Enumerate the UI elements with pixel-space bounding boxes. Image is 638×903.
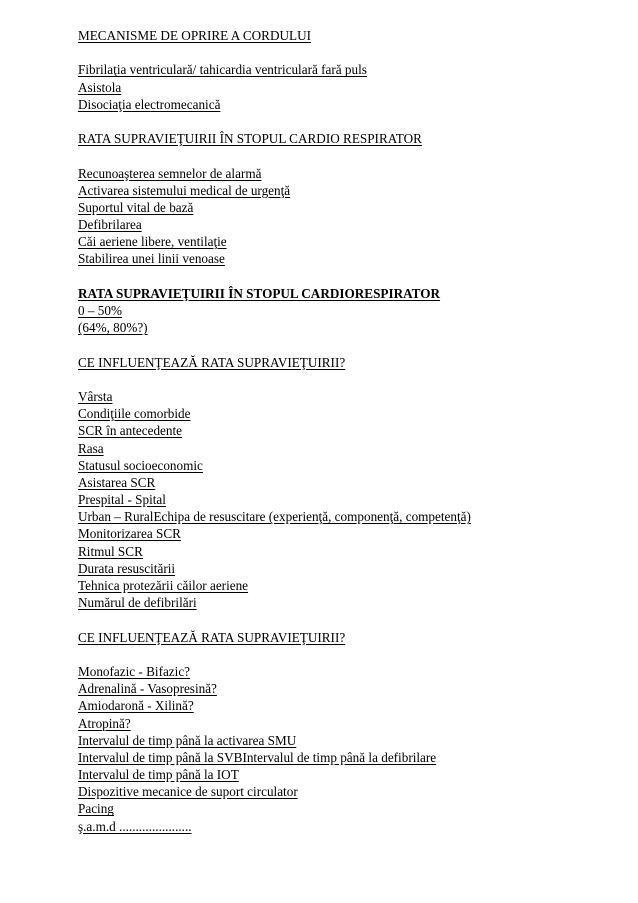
- list-item: Monitorizarea SCR: [78, 526, 181, 542]
- list-item: Atropină?: [78, 715, 131, 731]
- list-item: Recunoaşterea semnelor de alarmă: [78, 165, 262, 181]
- list-item: Asistola: [78, 79, 122, 95]
- section: [78, 354, 618, 612]
- heading-spacer: [78, 646, 618, 663]
- section-spacer: [78, 113, 618, 130]
- list-item: Dispozitive mecanice de suport circulator: [78, 784, 298, 800]
- list-item: Adrenalină - Vasopresină?: [78, 681, 217, 697]
- section: [78, 629, 618, 835]
- section: [78, 130, 618, 268]
- list-item: ş.a.m.d ......................: [78, 818, 192, 834]
- section-heading: CE INFLUENŢEAZĂ RATA SUPRAVIEŢUIRII?: [78, 354, 346, 370]
- section: [78, 285, 618, 337]
- list-item: Pacing: [78, 801, 114, 817]
- list-item: (64%, 80%?): [78, 320, 148, 336]
- heading-spacer: [78, 147, 618, 164]
- list-item: Disociaţia electromecanică: [78, 96, 221, 112]
- section-spacer: [78, 336, 618, 353]
- list-item: Urban – RuralEchipa de resuscitare (experienţă, componenţă, competenţă): [78, 509, 471, 525]
- list-item: Stabilirea unei linii venoase: [78, 251, 225, 267]
- list-item: Tehnica protezării căilor aeriene: [78, 578, 249, 593]
- list-item: Monofazic - Bifazic?: [78, 663, 191, 679]
- list-item: Rasa: [78, 440, 104, 456]
- list-item: Intervalul de timp până la activarea SMU: [78, 732, 297, 748]
- section-spacer: [78, 268, 618, 285]
- list-item: Ritmul SCR: [78, 543, 143, 559]
- section-spacer: [78, 611, 618, 628]
- list-item: Vârsta: [78, 388, 113, 404]
- section-heading: MECANISME DE OPRIRE A CORDULUI: [78, 28, 311, 43]
- list-item: Intervalul de timp până la SVBIntervalul de timp până la defibrilare: [78, 749, 437, 765]
- list-item: SCR în antecedente: [78, 423, 183, 439]
- list-item: Condiţiile comorbide: [78, 406, 191, 422]
- list-item: Numărul de defibrilări: [78, 595, 197, 611]
- list-item: Activarea sistemului medical de urgenţă: [78, 182, 291, 198]
- heading-spacer: [78, 371, 618, 388]
- list-item: 0 – 50%: [78, 303, 122, 318]
- list-item: Căi aeriene libere, ventilaţie: [78, 234, 227, 250]
- list-item: Durata resuscitării: [78, 560, 176, 576]
- section-heading: CE INFLUENŢEAZĂ RATA SUPRAVIEŢUIRII?: [78, 629, 346, 645]
- section-heading: RATA SUPRAVIEŢUIRII ÎN STOPUL CARDIO RESPIRATOR: [78, 131, 422, 147]
- section-heading: RATA SUPRAVIEŢUIRII ÎN STOPUL CARDIORESPIRATOR: [78, 285, 440, 301]
- list-item: Intervalul de timp până la IOT: [78, 767, 239, 783]
- heading-spacer: [78, 44, 618, 61]
- list-item: Amiodaronă - Xilină?: [78, 698, 194, 714]
- list-item: Suportul vital de bază: [78, 199, 194, 215]
- list-item: Fibrilaţia ventriculară/ tahicardia ventriculară fară puls: [78, 62, 367, 78]
- list-item: Asistarea SCR: [78, 474, 156, 490]
- section: [78, 27, 618, 113]
- list-item: Prespital - Spital: [78, 492, 166, 508]
- document-page: [78, 27, 618, 835]
- list-item: Statusul socioeconomic: [78, 457, 203, 473]
- list-item: Defibrilarea: [78, 217, 142, 233]
